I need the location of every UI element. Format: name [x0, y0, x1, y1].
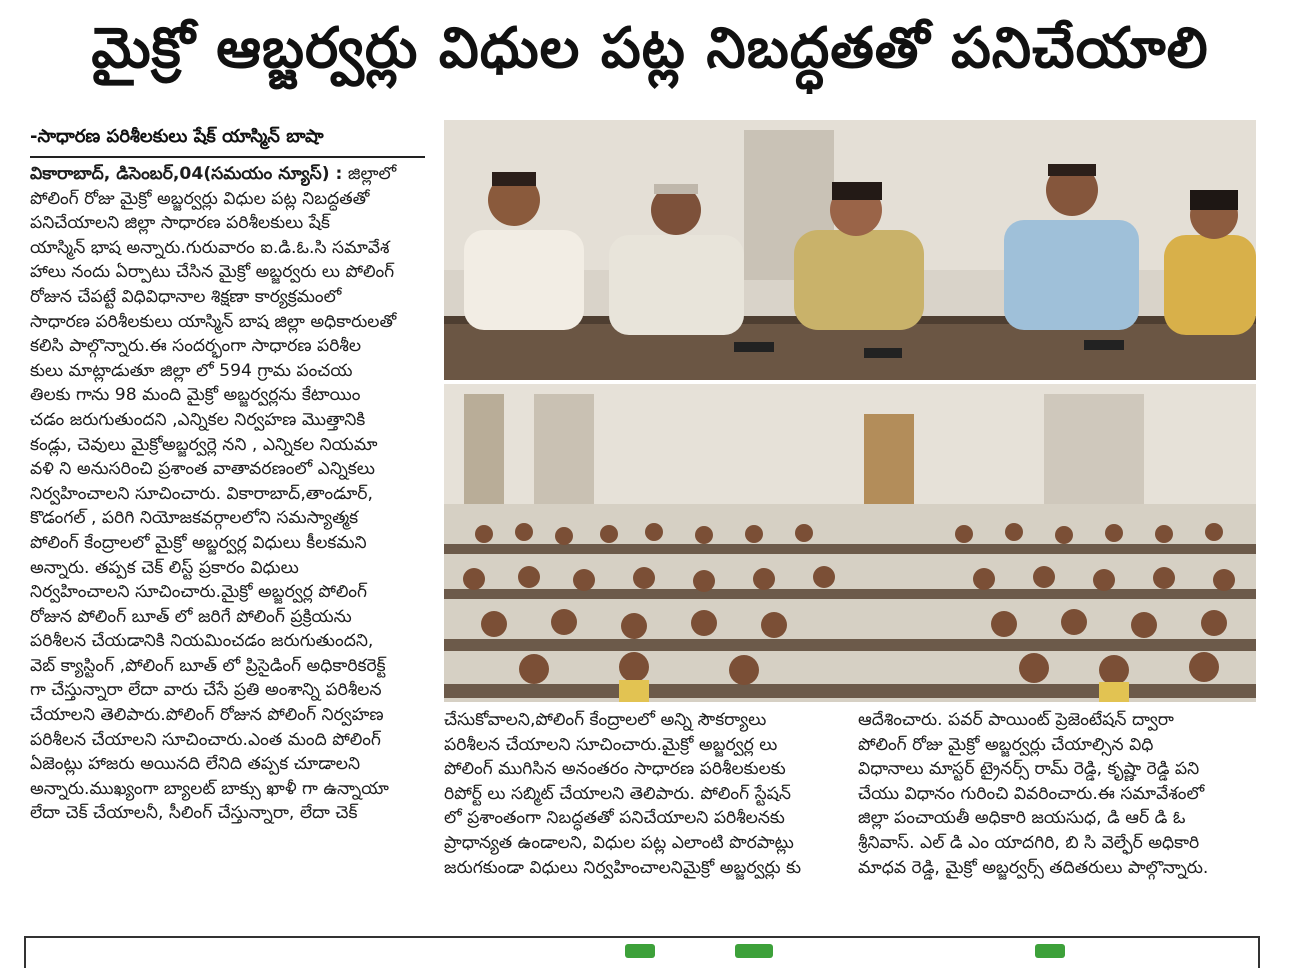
column-line: పోలింగ్ కేంద్రాలలో మైక్రో అబ్జర్వర్ల విధులు కీలకమని: [30, 532, 367, 553]
byline-divider: [30, 156, 425, 158]
column-line: రిపోర్ట్ లు సబ్మిట్ చేయాలని తెలిపారు. పోలింగ్ స్టేషన్: [444, 783, 791, 804]
column-line: పోలింగ్ రోజు మైక్రో అబ్జర్వర్లు చేయాల్సిన విధి: [858, 734, 1154, 755]
photo-officials-illustration: [444, 120, 1256, 380]
column-line: ఆదేశించారు. పవర్ పాయింట్ ప్రెజెంటేషన్ ద్వారా: [858, 710, 1174, 730]
headline: మైక్రో ఆబ్జర్వర్లు విధుల పట్ల నిబద్ధతతో పనిచేయాలి: [91, 16, 1209, 81]
column-line: జరుగకుండా విధులు నిర్వహించాలనిమైక్రో అబ్జర్వర్లు కు: [444, 857, 802, 878]
column-line: తిలకు గాను 98 మంది మైక్రో అబ్జర్వర్లను కేటాయిం: [30, 385, 361, 406]
column-line: గా చేస్తున్నారా లేదా వారు చేసే ప్రతి అంశాన్ని పరిశీలన: [30, 680, 382, 701]
column-line: వెబ్ క్యాస్టింగ్ ,పోలింగ్ బూత్ లో ప్రిసైడింగ్ అధికారికరెక్ట్: [30, 655, 386, 676]
photo-hall-illustration: [444, 384, 1256, 702]
column-line: మాధవ రెడ్డి, మైక్రో అబ్జర్వర్స్ తదితరులు పాల్గొన్నారు.: [858, 857, 1209, 878]
column-line: విధానాలు మాస్టర్ ట్రైనర్స్ రామ్ రెడ్డి, కృష్ణా రెడ్డి పని: [858, 759, 1200, 780]
column-line: పరిశీలన చేయడానికి నియమించడం జరుగుతుందని,: [30, 631, 374, 652]
next-headline-fragment: [625, 944, 655, 958]
next-headline-fragment: [735, 944, 773, 958]
column-line: నిర్వహించాలని సూచించారు. వికారాబాద్,తాండూర్,: [30, 483, 373, 504]
column-line: ప్రాధాన్యత ఉండాలని, విధుల పట్ల ఎలాంటి పొరపాట్లు: [444, 832, 794, 853]
column-line: ఏజెంట్లు హాజరు అయినది లేనిది తప్పక చూడాలని: [30, 754, 361, 775]
photo-training-hall: [444, 384, 1256, 702]
column-line: రోజున పోలింగ్ బూత్ లో జరిగే పోలింగ్ ప్రక్రియను: [30, 606, 352, 627]
column-line: కండ్లు, చెవులు మైక్రోఅబ్జర్వర్లె నని , ఎన్నికల నియమా: [30, 434, 378, 455]
column-line: లేదా చెక్ చేయాలనీ, సీలింగ్ చేస్తున్నారా, లేదా చెక్: [30, 803, 358, 824]
article-column-left: [30, 162, 422, 826]
next-headline-fragment: [1035, 944, 1065, 958]
column-line: జిల్లా పంచాయతీ అధికారి జయసుధ, డి ఆర్ డి ఓ: [858, 808, 1186, 829]
column-line: యాస్మిన్ భాష అన్నారు.గురువారం ఐ.డి.ఓ.సి సమావేశ: [30, 237, 390, 258]
column-line: లో ప్రశాంతంగా నిబద్ధతతో పనిచేయాలని పరిశీలనకు: [444, 808, 785, 829]
column-line: కలిసి పాల్గొన్నారు.ఈ సందర్భంగా సాధారణ పరిశీల: [30, 336, 362, 357]
column-line: చేయాలని తెలిపారు.పోలింగ్ రోజున పోలింగ్ నిర్వహణ: [30, 705, 384, 726]
column-line: పరిశీలన చేయాలని సూచించారు.ఎంత మంది పోలింగ్: [30, 729, 381, 750]
column-line: కులు మాట్లాడుతూ జిల్లా లో 594 గ్రామ పంచయ: [30, 360, 353, 381]
column-line: కొడంగల్ , పరిగి నియోజకవర్గాలలోని సమస్యాత్మక: [30, 508, 359, 529]
column-line-text: జిల్లాలో: [347, 164, 397, 184]
column-line: చడం జరుగుతుందని ,ఎన్నికల నిర్వహణ మొత్తానికి: [30, 409, 366, 430]
column-line: పోలింగ్ రోజు మైక్రో అబ్జర్వర్లు విధుల పట్ల నిబద్ధతతో: [30, 188, 370, 209]
column-line: అన్నారు.ముఖ్యంగా బ్యాలట్ బాక్సు ఖాళీ గా ఉన్నాయా: [30, 778, 389, 799]
column-line: వళి ని అనుసరించి ప్రశాంత వాతావరణంలో ఎన్నికలు: [30, 459, 375, 480]
column-line: అన్నారు. తప్పక చెక్ లిస్ట్ ప్రకారం విధులు: [30, 557, 299, 578]
column-line: హాలు నందు ఏర్పాటు చేసిన మైక్రో అబ్జర్వరు లు పోలింగ్: [30, 262, 395, 283]
column-line: సాధారణ పరిశీలకులు యాస్మిన్ బాష జిల్లా అధికారులతో: [30, 311, 397, 332]
column-line: శ్రీనివాస్. ఎల్ డి ఎం యాదగిరి, బి సి వెల్ఫేర్ అధికారి: [858, 832, 1200, 853]
column-line: చేసుకోవాలని,పోలింగ్ కేంద్రాలలో అన్ని సౌకర్యాలు: [444, 710, 767, 730]
column-line: చేయు విధానం గురించి వివరించారు.ఈ సమావేశంలో: [858, 783, 1205, 804]
column-line: రోజున చేపట్టే విధివిధానాల శిక్షణా కార్యక్రమంలో: [30, 286, 342, 307]
column-line: పోలింగ్ ముగిసిన అనంతరం సాధారణ పరిశీలకులకు: [444, 759, 786, 780]
byline: -సాధారణ పరిశీలకులు షేక్ యాస్మిన్ బాషా: [30, 126, 324, 147]
article-column-right: [858, 708, 1256, 880]
dateline: వికారాబాద్, డిసెంబర్,04(సమయం న్యూస్) :: [30, 164, 343, 184]
column-line: [30, 162, 422, 187]
photo-officials-dais: [444, 120, 1256, 380]
column-line: పనిచేయాలని జిల్లా సాధారణ పరిశీలకులు షేక్: [30, 213, 330, 234]
column-line: నిర్వహించాలని సూచించారు.మైక్రో అబ్జర్వర్ల పోలింగ్: [30, 582, 368, 603]
article-column-middle: [444, 708, 844, 880]
column-line: పరిశీలన చేయాలని సూచించారు.మైక్రో అబ్జర్వర్ల లు: [444, 734, 778, 755]
